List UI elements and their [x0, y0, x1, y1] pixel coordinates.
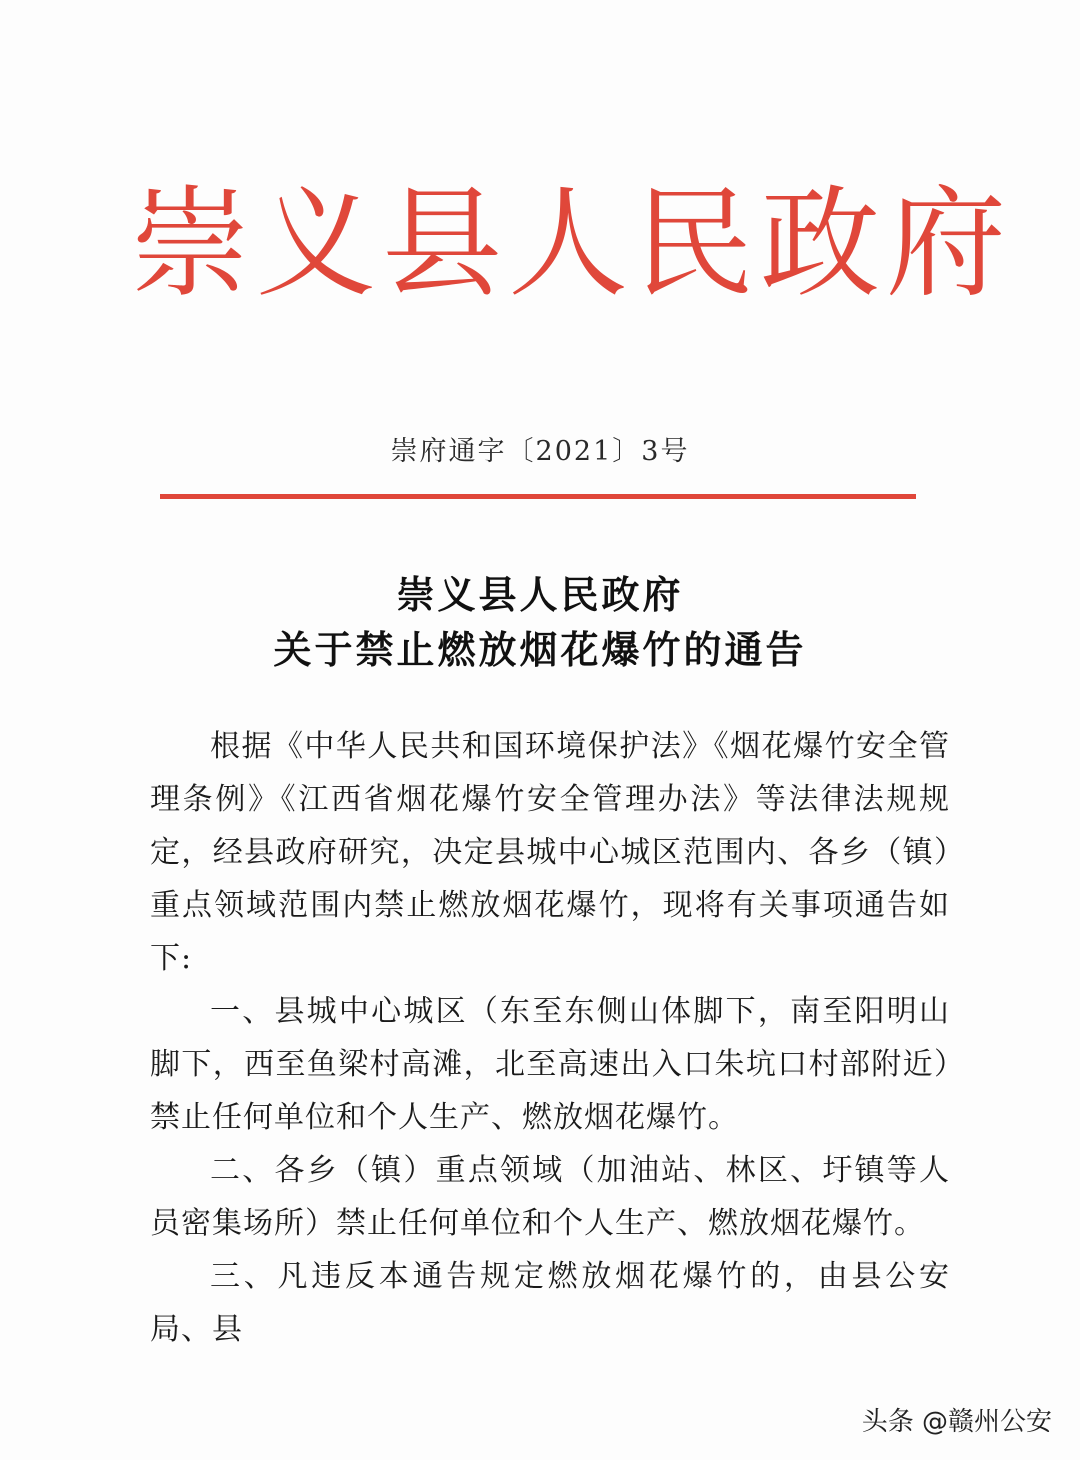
paragraph-item-1: 一、县城中心城区（东至东侧山体脚下，南至阳明山脚下，西至鱼梁村高滩，北至高速出入口朱坑口村部附近）禁止任何单位和个人生产、燃放烟花爆竹。: [150, 994, 950, 1135]
notice-body: [150, 720, 950, 1356]
paragraph-intro: 根据《中华人民共和国环境保护法》《烟花爆竹安全管理条例》《江西省烟花爆竹安全管理办法》等法律法规规定，经县政府研究，决定县城中心城区范围内、各乡（镇）重点领域范围内禁止燃放烟花爆竹，现将有关事项通告如下:: [150, 729, 950, 976]
notice-title-line1: 崇义县人民政府: [396, 572, 684, 617]
watermark-text: 头条 @赣州公安: [861, 1407, 1052, 1437]
source-watermark: [862, 1401, 1052, 1438]
paragraph-item-2: 二、各乡（镇）重点领域（加油站、林区、圩镇等人员密集场所）禁止任何单位和个人生产、燃放烟花爆竹。: [150, 1153, 950, 1241]
document-number: 崇府通字〔2021〕3号: [390, 436, 690, 467]
masthead-red-header: 崇义县人民政府: [130, 175, 1012, 314]
paragraph-item-3: 三、凡违反本通告规定燃放烟花爆竹的，由县公安局、县: [150, 1259, 950, 1347]
red-divider-line: [160, 494, 916, 499]
notice-title-line2: 关于禁止燃放烟花爆竹的通告: [273, 627, 807, 672]
